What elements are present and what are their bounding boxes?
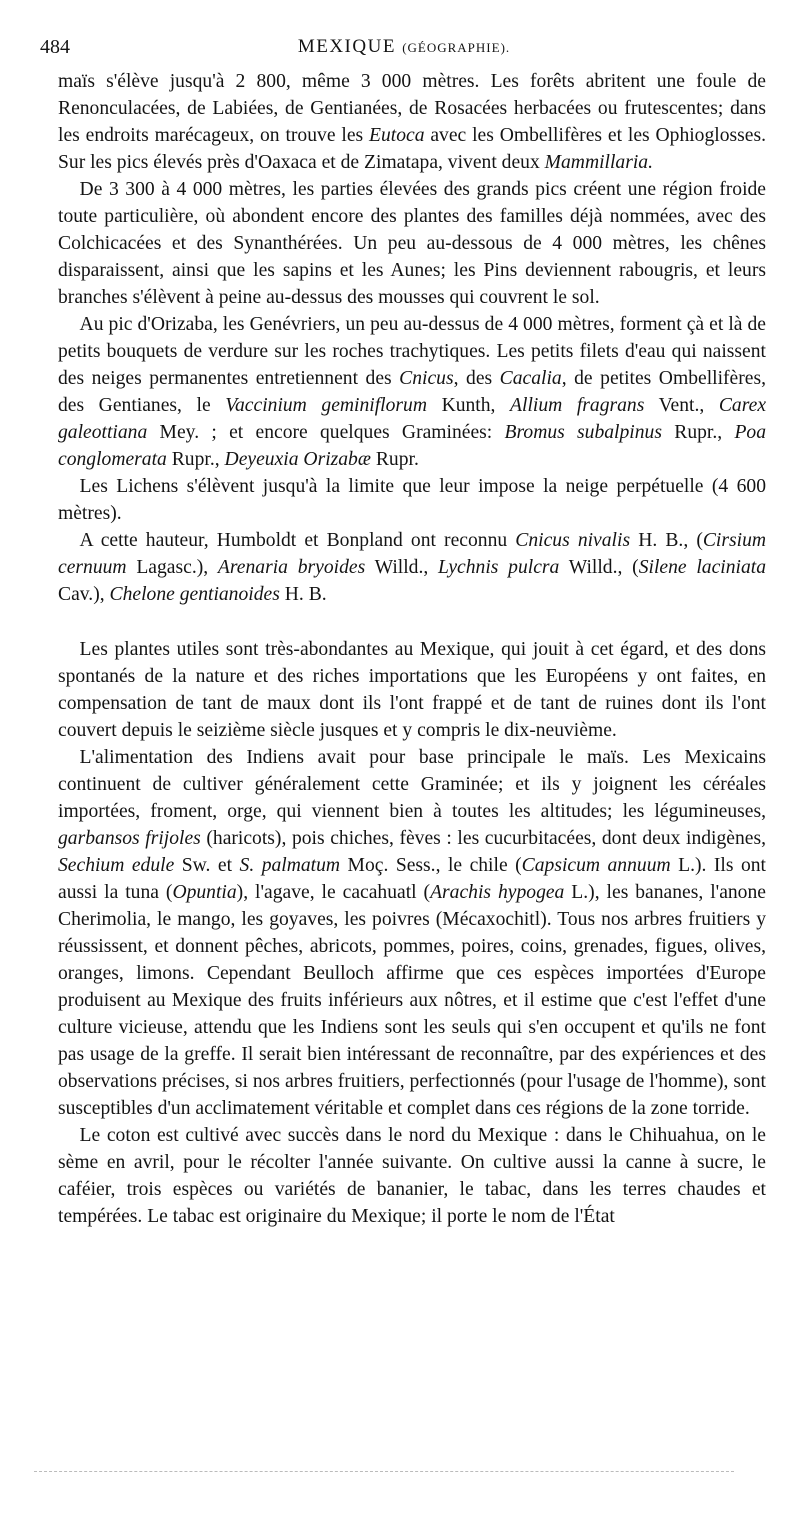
italic-term: Deyeuxia Orizabæ: [224, 449, 371, 470]
paragraph: [58, 527, 766, 608]
paragraph: [58, 68, 766, 176]
text-run: , de petites Ombellifères, des Gentianes, le: [58, 368, 766, 416]
text-run: L.). Ils ont aussi la tuna (: [58, 855, 766, 903]
footer-rule: [34, 1471, 734, 1472]
italic-term: garbansos frijoles: [58, 828, 201, 849]
text-run: Willd.,: [365, 557, 439, 578]
text-run: (haricots), pois chiches, fèves : les cucurbitacées, dont deux indigènes,: [200, 828, 766, 849]
italic-term: Sechium edule: [58, 855, 175, 876]
text-run: De 3 300 à 4 000 mètres, les parties élevées des grands pics créent une région froide toute particulière, où abondent encore des plantes des familles déjà nommées, avec des Colchicacées et des Synanthérées. Un peu au-dessous de 4 000 mètres, les chênes disparaissent, ainsi que les sapins et les Aunes; les Pins deviennent rabougris, et leurs branches s'élèvent à peine au-dessus des mousses qui couvrent le sol.: [58, 179, 766, 308]
paragraph: [58, 1122, 766, 1230]
italic-term: Arachis hypogea: [430, 882, 565, 903]
text-run: L'alimentation des Indiens avait pour base principale le maïs. Les Mexicains continuent de cultiver généralement cette Graminée; et ils y joignent les céréales importées, froment, orge, qui viennent bien à toutes les altitudes; les légumineuses,: [58, 747, 766, 822]
text-run: Moç. Sess., le chile (: [340, 855, 522, 876]
text-run: Les Lichens s'élèvent jusqu'à la limite que leur impose la neige perpétuelle (4 600 mètres).: [58, 476, 766, 524]
italic-term: Opuntia: [172, 882, 237, 903]
text-run: H. B., (: [630, 530, 703, 551]
italic-term: Silene laciniata: [638, 557, 767, 578]
text-run: H. B.: [279, 584, 327, 605]
italic-term: Poa conglomerata: [58, 422, 766, 470]
text-run: Willd., (: [559, 557, 639, 578]
text-run: Lagasc.),: [126, 557, 218, 578]
italic-term: Cacalia: [499, 368, 562, 389]
text-run: Les plantes utiles sont très-abondantes au Mexique, qui jouit à cet égard, et des dons spontanés de la nature et des riches importations que les Européens y ont faites, en compensation de tant de maux dont ils l'ont frappé et de tant de ruines dont ils l'ont couvert depuis le seizième siècle jusques et y compris le dix-neuvième.: [58, 639, 766, 741]
paragraph: [58, 176, 766, 311]
body-text: [58, 68, 766, 1230]
italic-term: Cnicus: [399, 368, 454, 389]
italic-term: Arenaria bryoides: [217, 557, 366, 578]
page-header: [40, 36, 768, 66]
paragraph: [58, 473, 766, 527]
text-run: Au pic d'Orizaba, les Genévriers, un peu au-dessus de 4 000 mètres, forment çà et là de petits bouquets de verdure sur les roches trachytiques. Les petits filets d'eau qui naissent des neiges permanentes entretiennent des: [58, 314, 766, 389]
italic-term: Carex galeottiana: [58, 395, 767, 443]
text-run: Vent.,: [644, 395, 719, 416]
italic-term: Chelone gentianoides: [109, 584, 280, 605]
text-run: Cav.),: [58, 584, 110, 605]
italic-term: Cirsium cernuum: [58, 530, 767, 578]
italic-term: Bromus subalpinus: [504, 422, 662, 443]
italic-term: Allium fragrans: [510, 395, 645, 416]
text-run: , des: [453, 368, 500, 389]
paragraph: [58, 636, 766, 744]
italic-term: Cnicus nivalis: [515, 530, 631, 551]
italic-term: Capsicum annuum: [521, 855, 671, 876]
text-run: Mey. ; et encore quelques Graminées:: [147, 422, 505, 443]
text-run: Kunth,: [427, 395, 511, 416]
page-number: 484: [40, 36, 70, 58]
text-run: ), l'agave, le cacahuatl (: [236, 882, 431, 903]
text-run: A cette hauteur, Humboldt et Bonpland ont reconnu: [79, 530, 516, 551]
text-run: L.), les bananes, l'anone Cherimolia, le mango, les goyaves, les poivres (Mécaxochitl). Tous nos arbres fruitiers y réussissent, et donnent pêches, abricots, pommes, poires, coins, grenades, figues, olives, oranges, limons. Cependant Beulloch affirme que ces espèces importées d'Europe produisent au Mexique des fruits inférieurs aux nôtres, et il estime que c'est l'effet d'une culture vicieuse, attendu que les Indiens sont les seuls qui s'en occupent et qu'ils ne font pas usage de la greffe. Il serait bien intéressant de reconnaître, par des expériences et des observations précises, si nos arbres fruitiers, perfectionnés (pour l'usage de l'homme), sont susceptibles d'un acclimatement véritable et complet dans ces régions de la zone torride.: [58, 882, 766, 1119]
running-head-title: MEXIQUE: [297, 36, 396, 57]
italic-term: S. palmatum: [239, 855, 341, 876]
text-run: Rupr.: [370, 449, 419, 470]
text-run: maïs s'élève jusqu'à 2 800, même 3 000 mètres. Les forêts abritent une foule de Renonculacées, de Labiées, de Gentianées, de Rosacées herbacées ou frutescentes; dans les endroits marécageux, on trouve les: [58, 71, 766, 146]
paragraph: [58, 744, 766, 1122]
text-run: avec les Ombellifères et les Ophioglosses. Sur les pics élevés près d'Oaxaca et de Zimatapa, vivent deux: [58, 125, 766, 173]
italic-term: Vaccinium geminiflorum: [225, 395, 427, 416]
text-run: Rupr.,: [166, 449, 225, 470]
text-run: Le coton est cultivé avec succès dans le nord du Mexique : dans le Chihuahua, on le sème en avril, pour le récolter l'année suivante. On cultive aussi la canne à sucre, le caféier, trois espèces ou variétés de bananier, le tabac, dans les terres chaudes et tempérées. Le tabac est originaire du Mexique; il porte le nom de l'État: [58, 1125, 766, 1227]
text-run: Rupr.,: [661, 422, 735, 443]
paragraph: [58, 311, 766, 473]
running-head-subtitle: (GÉOGRAPHIE).: [402, 40, 511, 55]
text-run: Sw. et: [174, 855, 240, 876]
running-head: [40, 36, 768, 58]
italic-term: Mammillaria.: [544, 152, 653, 173]
italic-term: Lychnis pulcra: [438, 557, 560, 578]
italic-term: Eutoca: [369, 125, 425, 146]
